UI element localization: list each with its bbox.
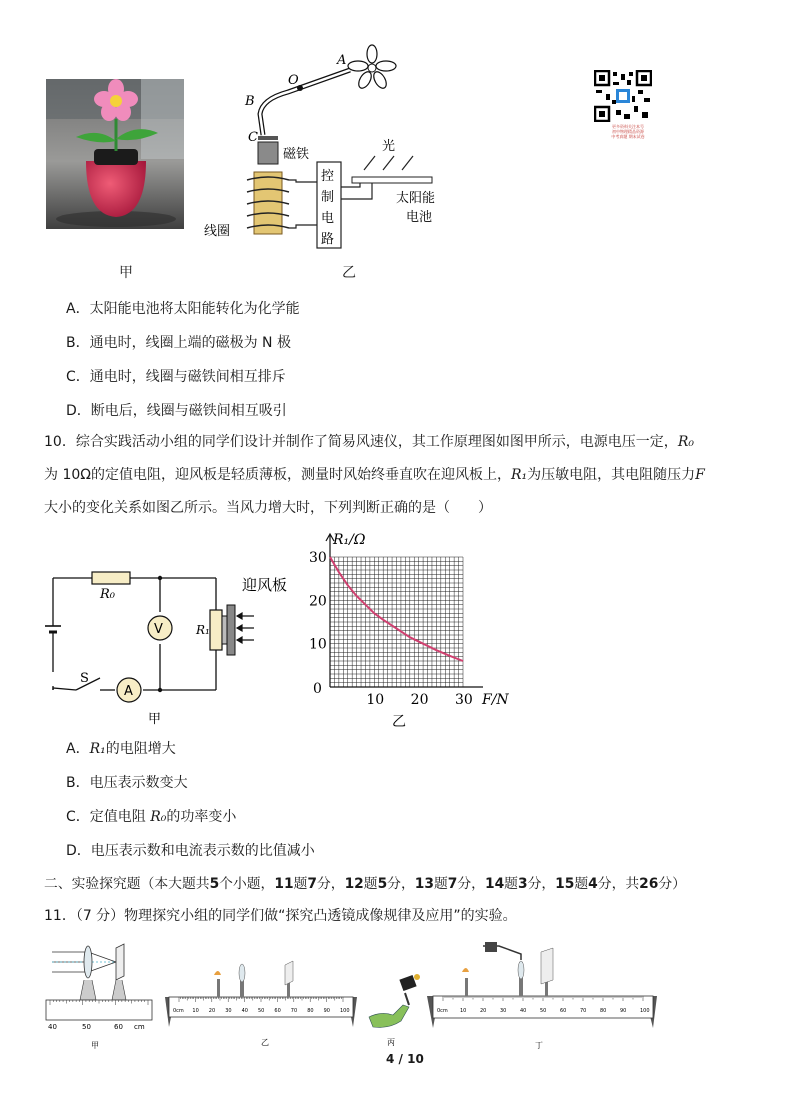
- option-text: 定值电阻: [89, 809, 151, 825]
- label-magnet: 磁铁: [283, 147, 310, 162]
- q10-option-a[interactable]: [66, 738, 176, 758]
- option-text: 通电时，线圈与磁铁间相互排斥: [89, 369, 286, 385]
- ammeter-label: A: [124, 684, 133, 699]
- flower-toy-photo: [46, 79, 184, 229]
- label-coil: 线圈: [204, 224, 231, 239]
- bench-tick-label: 90: [323, 1008, 330, 1014]
- control-char-1: 控: [321, 169, 335, 184]
- bench-tick-label: 40: [241, 1008, 248, 1014]
- option-text: 电压表示数和电流表示数的比值减小: [90, 843, 315, 859]
- y-tick-label: 10: [309, 636, 327, 653]
- voltmeter-label: V: [154, 622, 163, 637]
- heading-num: 11: [274, 876, 294, 892]
- heading-text: 分，: [316, 876, 345, 892]
- chart-y-label: R₁/Ω: [333, 532, 366, 548]
- bench-tick-label: 70: [290, 1008, 298, 1014]
- bench-tick-label: 80: [307, 1008, 314, 1014]
- bench-tick-label: 30: [500, 1008, 507, 1014]
- q10-text: 10．综合实践活动小组的同学们设计并制作了简易风速仪，其工作原理图如图甲所示，电源电压一定，: [44, 434, 678, 450]
- control-char-4: 路: [321, 232, 335, 247]
- option-letter: B．: [66, 335, 90, 351]
- bench-tick-label: 100: [340, 1008, 350, 1014]
- fig-caption: 乙: [261, 1038, 269, 1047]
- lens-focal-figure: [44, 940, 156, 1052]
- label-A: A: [337, 53, 347, 68]
- option-text: 电压表示数变大: [89, 775, 188, 791]
- hand-lens-figure: [365, 965, 427, 1055]
- x-tick-label: 30: [455, 692, 473, 708]
- heading-text: 个小题，: [219, 876, 275, 892]
- bench-tick-label: 50: [540, 1008, 547, 1014]
- label-solar-2: 电池: [406, 210, 433, 225]
- bench-tick-label: 20: [208, 1008, 216, 1014]
- option-text: 的功率变小: [166, 809, 237, 825]
- r0-label: R₀: [100, 587, 115, 602]
- heading-num: 4: [588, 876, 598, 892]
- heading-text: 题: [504, 876, 518, 892]
- resistance-force-chart: [300, 530, 540, 730]
- bench-start: 0cm: [173, 1008, 184, 1014]
- qr-code-image[interactable]: [594, 70, 652, 122]
- q10-stem-line-1: [44, 432, 694, 452]
- fig-yi-caption: 乙: [342, 265, 356, 281]
- ruler-label-40: 40: [48, 1023, 57, 1031]
- label-B: B: [245, 94, 255, 109]
- heading-text: 分，: [457, 876, 485, 892]
- heading-num: 12: [344, 876, 364, 892]
- bench-tick-label: 90: [620, 1008, 627, 1014]
- heading-num: 7: [307, 876, 317, 892]
- control-char-2: 制: [321, 190, 335, 205]
- x-tick-label: 10: [366, 692, 385, 708]
- q10-option-c[interactable]: [66, 806, 236, 826]
- r1-symbol: R₁: [89, 741, 106, 757]
- qr-note-line-1: 更多资料关注本号: [612, 124, 644, 129]
- chart-caption: 乙: [392, 714, 406, 730]
- bench-tick-label: 10: [192, 1008, 199, 1014]
- q9-option-d[interactable]: [66, 400, 287, 420]
- qr-note-line-2: 初中物理精品资源: [612, 129, 644, 134]
- heading-num: 15: [555, 876, 575, 892]
- y-tick-label: 20: [309, 593, 327, 610]
- heading-num: 13: [414, 876, 434, 892]
- wind-plate-label: 迎风板: [242, 576, 288, 594]
- r0-symbol: R₀: [150, 809, 167, 825]
- chart-x-label: F/N: [482, 692, 509, 708]
- heading-num: 5: [377, 876, 388, 892]
- heading-num: 14: [484, 876, 505, 892]
- qr-note: [598, 124, 658, 139]
- bench-start: 0cm: [437, 1008, 448, 1014]
- option-text: 太阳能电池将太阳能转化为化学能: [89, 301, 300, 317]
- ruler-label-cm: cm: [134, 1023, 145, 1031]
- ruler-label-50: 50: [82, 1023, 91, 1031]
- x-tick-label: 20: [410, 692, 429, 708]
- heading-num: 3: [517, 876, 528, 892]
- r0-symbol: R₀: [677, 434, 694, 450]
- label-solar-1: 太阳能: [396, 191, 436, 206]
- switch-label: S: [80, 671, 89, 686]
- section-2-heading: [44, 874, 686, 894]
- option-text: 通电时，线圈上端的磁极为 N 极: [89, 335, 291, 351]
- qr-note-line-3: 中考真题 期末试卷: [611, 134, 645, 139]
- fig-caption: 丁: [535, 1041, 543, 1050]
- option-letter: B．: [66, 775, 90, 791]
- bench-tick-label: 100: [640, 1008, 650, 1014]
- r1-symbol: R₁: [510, 467, 528, 483]
- fig-jia-caption-2: 甲: [148, 712, 162, 727]
- bench-tick-label: 70: [580, 1008, 587, 1014]
- r1-label: R₁: [196, 623, 210, 637]
- heading-num: 5: [209, 876, 220, 892]
- f-symbol: F: [695, 467, 705, 483]
- bench-tick-label: 40: [520, 1008, 527, 1014]
- q9-option-b[interactable]: [66, 332, 291, 352]
- heading-text: 题: [363, 876, 378, 892]
- option-text: 的电阻增大: [105, 741, 176, 757]
- label-O: O: [288, 73, 299, 88]
- y-tick-label: 30: [309, 550, 327, 566]
- label-light: 光: [382, 139, 396, 154]
- bench-tick-label: 30: [225, 1008, 232, 1014]
- fig-caption: 丙: [387, 1038, 395, 1047]
- bench-tick-label: 60: [274, 1008, 281, 1014]
- heading-text: 分，: [527, 876, 556, 892]
- q10-stem-line-3: 大小的变化关系如图乙所示。当风力增大时，下列判断正确的是（ ）: [44, 500, 492, 516]
- option-letter: A．: [66, 301, 90, 317]
- heading-text: 题: [433, 876, 448, 892]
- option-letter: C．: [66, 369, 90, 385]
- heading-num: 26: [639, 876, 659, 892]
- solar-flower-diagram: [200, 44, 460, 259]
- option-letter: A．: [66, 741, 90, 757]
- bench-tick-label: 20: [480, 1008, 487, 1014]
- ruler-label-60: 60: [114, 1023, 123, 1031]
- option-letter: D．: [66, 403, 91, 419]
- bench-tick-label: 10: [460, 1008, 467, 1014]
- bench-tick-label: 80: [600, 1008, 607, 1014]
- q9-option-a[interactable]: [66, 298, 300, 318]
- bench-tick-label: 50: [258, 1008, 265, 1014]
- heading-text: 分，: [387, 876, 415, 892]
- circuit-diagram: [40, 560, 300, 730]
- heading-text: 题: [574, 876, 589, 892]
- heading-text: 分）: [658, 876, 686, 892]
- heading-text: 题: [293, 876, 308, 892]
- heading-text: 二、实验探究题（本大题共: [44, 876, 210, 892]
- option-letter: D．: [66, 843, 91, 859]
- q10-option-b[interactable]: [66, 772, 188, 792]
- fig-jia-caption: 甲: [119, 265, 133, 281]
- q9-option-c[interactable]: [66, 366, 286, 386]
- label-C: C: [248, 130, 258, 145]
- heading-num: 7: [447, 876, 458, 892]
- option-letter: C．: [66, 809, 90, 825]
- chart-grid: [330, 557, 463, 687]
- q10-text: 为 10Ω的定值电阻，迎风板是轻质薄板，测量时风始终垂直吹在迎风板上，: [44, 467, 511, 483]
- page-number: 4 / 10: [386, 1052, 424, 1066]
- optical-bench-ding: [425, 940, 659, 1052]
- optical-bench-yi: [163, 955, 359, 1055]
- option-text: 断电后，线圈与磁铁间相互吸引: [90, 403, 287, 419]
- bench-tick-label: 60: [560, 1008, 567, 1014]
- q11-stem: 11．（7 分）物理探究小组的同学们做“探究凸透镜成像规律及应用”的实验。: [44, 908, 517, 924]
- fig-caption: 甲: [91, 1041, 99, 1050]
- heading-text: 分，共: [597, 876, 640, 892]
- q10-option-d[interactable]: [66, 840, 315, 860]
- q10-stem-line-2: [44, 465, 705, 485]
- chart-origin-label: 0: [313, 681, 322, 697]
- chart-ticks: [309, 550, 473, 708]
- q10-text: 为压敏电阻，其电阻随压力: [527, 467, 696, 483]
- control-char-3: 电: [321, 211, 335, 226]
